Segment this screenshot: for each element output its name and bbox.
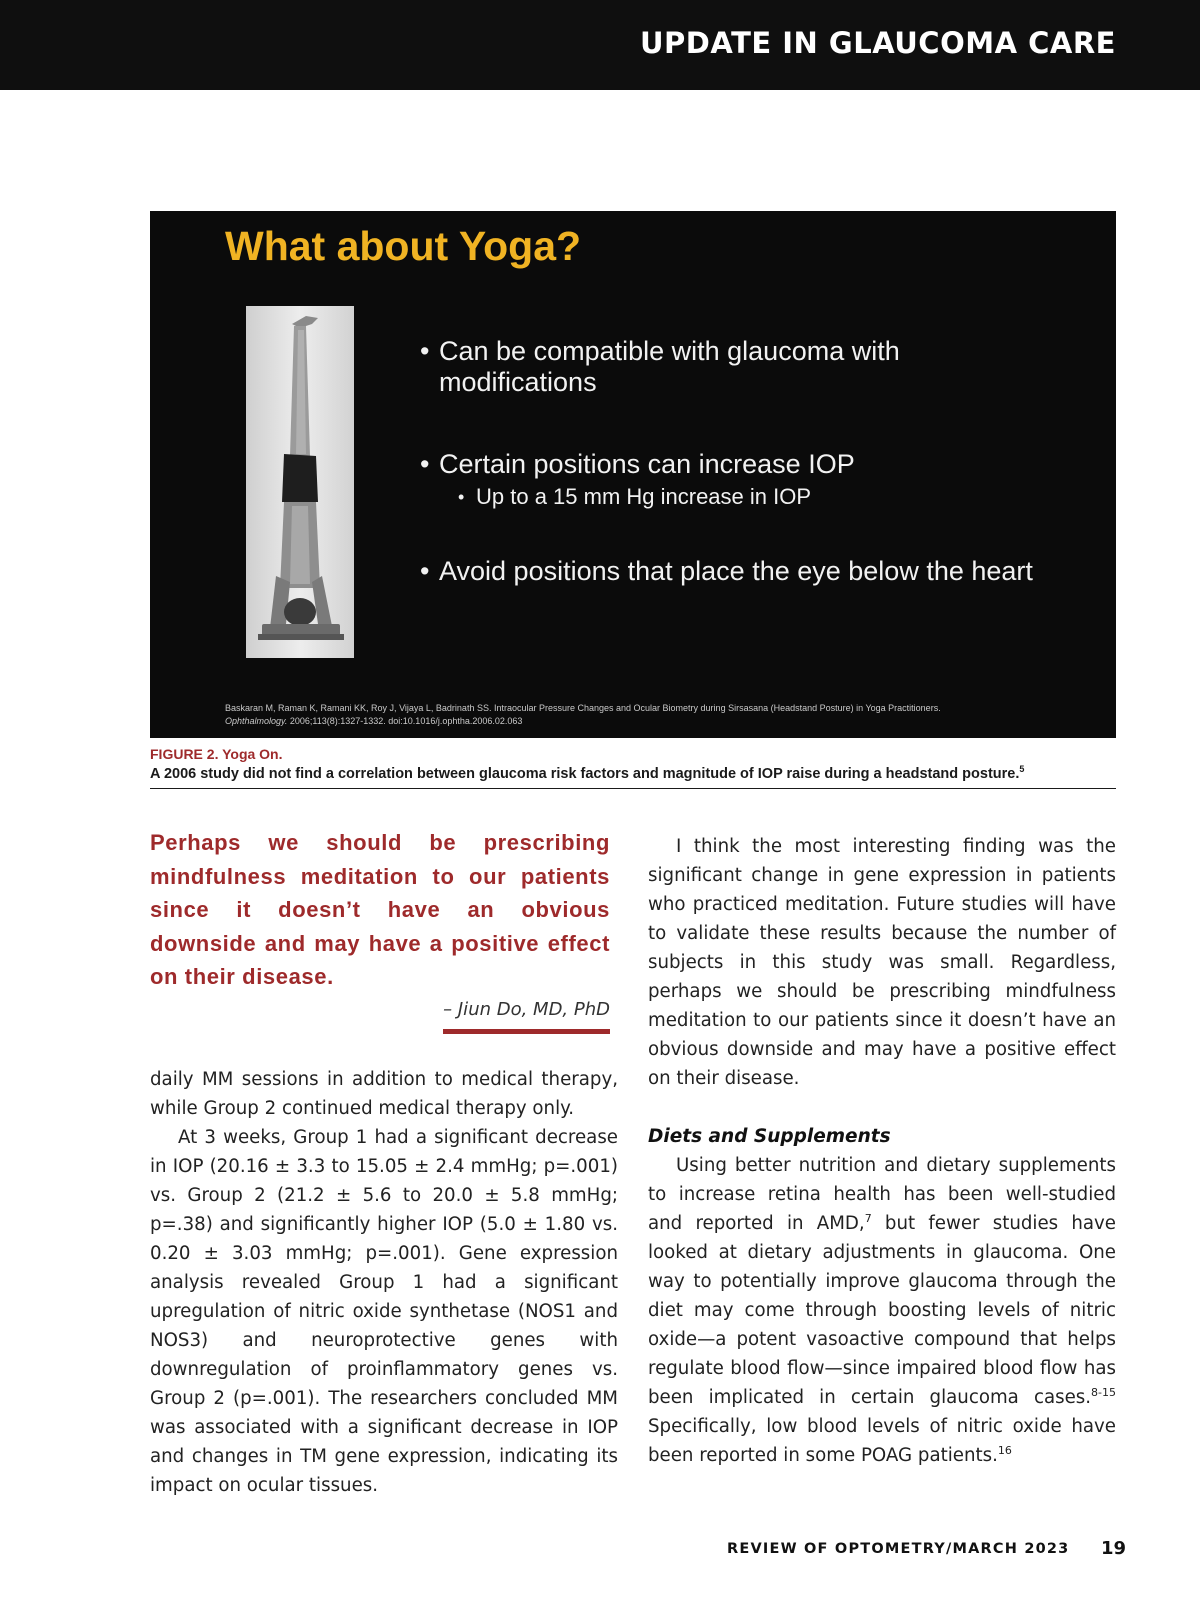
body-text-run: but fewer studies have looked at dietary adjustments in glaucoma. One way to potentially improve glaucoma through the diet may come through boosting levels of nitric oxide—a potent vasoactive compound that helps regulate blood flow—since impaired blood flow has been implicated in certain glaucoma cases. bbox=[648, 1213, 1116, 1408]
slide-bullet: • Certain positions can increase IOP bbox=[420, 449, 1060, 480]
header-bar bbox=[0, 0, 1200, 90]
slide-bullet: • Can be compatible with glaucoma with modifications bbox=[420, 336, 1060, 398]
left-column bbox=[150, 1065, 618, 1500]
slide-bullet: • Avoid positions that place the eye below the heart bbox=[420, 556, 1060, 587]
right-column bbox=[648, 832, 1116, 1470]
pull-quote: Perhaps we should be prescribing mindfulness meditation to our patients since it doesn’t have an obvious downside and may have a positive effect on their disease. bbox=[150, 830, 610, 989]
reference-marker: 8-15 bbox=[1091, 1385, 1116, 1399]
slide-sub-bullet: • Up to a 15 mm Hg increase in IOP bbox=[420, 482, 1060, 512]
body-paragraph: daily MM sessions in addition to medical therapy, while Group 2 continued medical therapy only. bbox=[150, 1069, 618, 1119]
body-paragraph: At 3 weeks, Group 1 had a significant decrease in IOP (20.16 ± 3.3 to 15.05 ± 2.4 mmHg; p=.001) vs. Group 2 (21.2 ± 5.6 to 20.0 ± 5.8 mmHg; p=.38) and significantly higher IOP (5.0 ± 1.80 vs. 0.20 ± 3.03 mmHg; p=.001). Gene expression analysis revealed Group 1 had a significant upregulation of nitric oxide synthetase (NOS1 and NOS3) and neuroprotective genes with downregulation of proinflammatory genes vs. Group 2 (p=.001). The researchers concluded MM was associated with a significant decrease in IOP and changes in TM gene expression, indicating its impact on ocular tissues. bbox=[150, 1127, 618, 1496]
figure-label: FIGURE 2. Yoga On. bbox=[150, 746, 283, 762]
body-paragraph: I think the most interesting finding was the significant change in gene expression in patients who practiced meditation. Future studies will have to validate these results because the number of subjects in this study was small. Regardless, perhaps we should be prescribing mindfulness meditation to our patients since it doesn’t have an obvious downside and may have a positive effect on their disease. bbox=[648, 836, 1116, 1089]
citation-authors: Baskaran M, Raman K, Ramani KK, Roy J, Vijaya L, Badrinath SS. Intraocular Pressure Changes and Ocular Biometry during Sirsasana (Headstand Posture) in Yoga Practitioners. bbox=[225, 703, 941, 713]
caption-divider bbox=[150, 788, 1116, 789]
slide-title: What about Yoga? bbox=[225, 223, 582, 269]
section-heading: Diets and Supplements bbox=[648, 1126, 891, 1147]
section-title: UPDATE IN GLAUCOMA CARE bbox=[640, 26, 1116, 60]
page-number: 19 bbox=[1101, 1538, 1127, 1559]
citation-journal: Ophthalmology. bbox=[225, 716, 288, 726]
reference-marker: 7 bbox=[864, 1211, 872, 1225]
figure-caption bbox=[150, 764, 1116, 782]
slide-bullet-list bbox=[420, 336, 1060, 587]
pull-quote-attribution: – Jiun Do, MD, PhD bbox=[443, 999, 610, 1020]
citation-details: 2006;113(8):1327-1332. doi:10.1016/j.ophtha.2006.02.063 bbox=[287, 716, 523, 726]
slide-citation bbox=[225, 702, 1085, 728]
figure-caption-text: A 2006 study did not find a correlation between glaucoma risk factors and magnitude of IOP raise during a headstand posture. bbox=[150, 765, 1020, 782]
body-text-run: Specifically, low blood levels of nitric oxide have been reported in some POAG patients. bbox=[648, 1416, 1116, 1466]
figure-slide bbox=[150, 211, 1116, 738]
figure-caption-ref: 5 bbox=[1019, 764, 1025, 774]
headstand-photo bbox=[246, 306, 354, 658]
footer-publication: REVIEW OF OPTOMETRY/MARCH 2023 bbox=[727, 1541, 1070, 1557]
body-paragraph bbox=[648, 1151, 1116, 1470]
body-text-run: Using better nutrition and dietary supplements to increase retina health has been well-studied and reported in AMD, bbox=[648, 1155, 1116, 1234]
reference-marker: 16 bbox=[997, 1443, 1012, 1457]
pull-quote-rule bbox=[443, 1029, 610, 1034]
